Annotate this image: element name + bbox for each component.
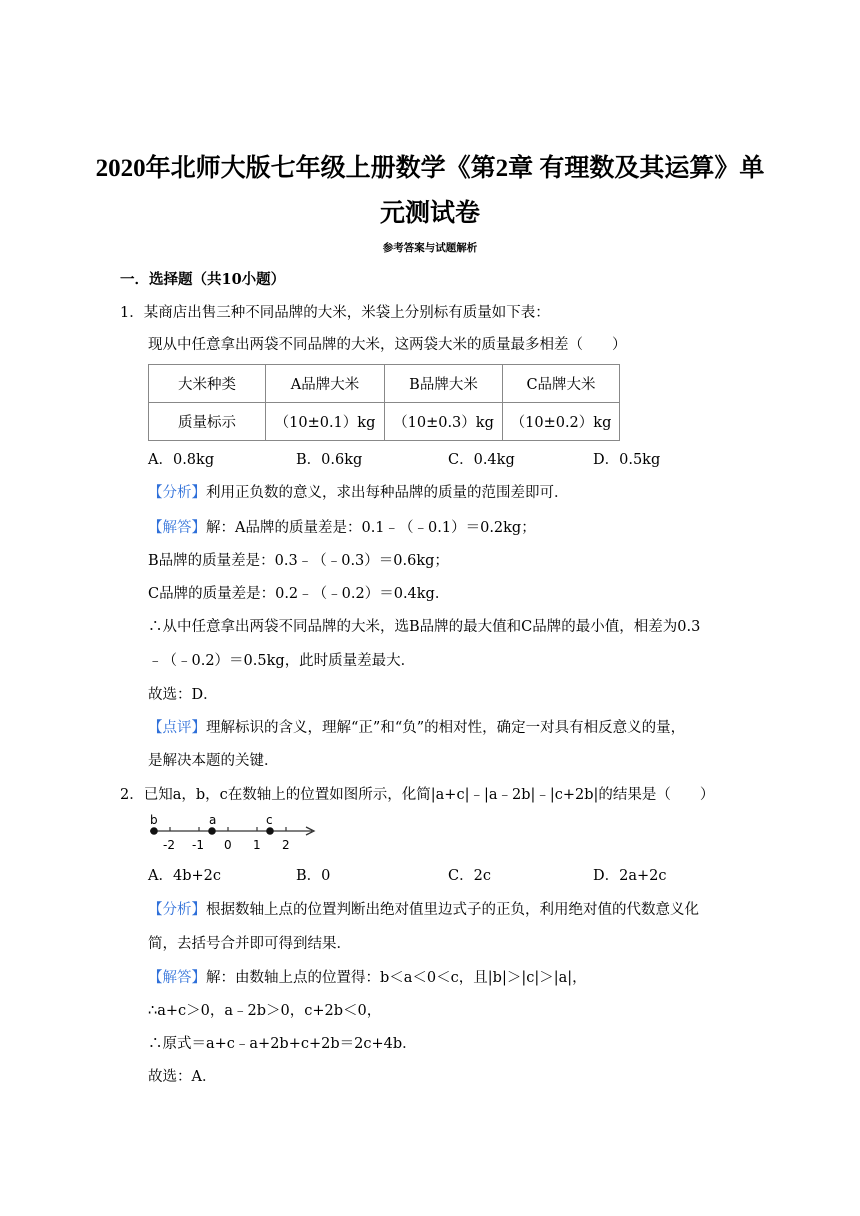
table-header-row [149,365,620,403]
q2-option-c: C．2c [448,868,491,884]
section-heading: 一．选择题（共10小题） [120,271,286,288]
solution-text: 解：由数轴上点的位置得：b＜a＜0＜c，且|b|＞|c|＞|a|， [206,970,587,986]
mass-table [148,364,620,441]
q1-option-d: D．0.5kg [593,452,661,468]
q1-solution-line: 故选：D． [148,687,218,703]
table-cell: 质量标示 [149,403,266,441]
table-cell: （10±0.2）kg [503,403,620,441]
q1-comment-line: 是解决本题的关键． [148,753,279,769]
comment-text: 理解标识的含义，理解“正”和“负”的相对性，确定一对具有相反意义的量， [206,720,686,736]
analysis-text: 根据数轴上点的位置判断出绝对值里边式子的正负，利用绝对值的代数意义化 [206,902,699,918]
analysis-tag: 【分析】 [148,485,206,501]
table-cell: C品牌大米 [503,365,620,403]
q2-option-d: D．2a+2c [593,868,667,884]
doc-title-line2: 元测试卷 [379,200,480,227]
q1-option-b: B．0.6kg [296,452,363,468]
q2-solution-line: 故选：A． [148,1069,217,1085]
q1-solution-line: ∴从中任意拿出两袋不同品牌的大米，选B品牌的最大值和C品牌的最小值，相差为0.3 [148,619,701,635]
q1-solution-line: B品牌的质量差是：0.3﹣（﹣0.3）＝0.6kg； [148,553,449,569]
tick-label: 1 [253,838,261,852]
tick-label: -1 [192,838,204,852]
q1-option-c: C．0.4kg [448,452,515,468]
table-cell: （10±0.3）kg [385,403,503,441]
table-row [149,403,620,441]
point-label-c: c [266,813,273,827]
q2-solution-line [148,968,587,988]
solution-tag: 【解答】 [148,520,206,536]
tick-label: 2 [282,838,290,852]
q1-analysis [148,483,569,503]
q2-stem: 2．已知a，b，c在数轴上的位置如图所示，化简|a+c|﹣|a﹣2b|﹣|c+2b|的结果是（ ） [120,787,715,803]
q2-analysis-line: 简，去括号合并即可得到结果． [148,936,351,952]
table-cell: A品牌大米 [266,365,385,403]
point-b [150,827,158,835]
analysis-tag: 【分析】 [148,902,206,918]
tick-label: 0 [224,838,232,852]
tick-label: -2 [163,838,175,852]
q1-option-a: A．0.8kg [148,452,215,468]
table-cell: （10±0.1）kg [266,403,385,441]
doc-title-line1: 2020年北师大版七年级上册数学《第2章 有理数及其运算》单 [95,155,765,182]
table-cell: B品牌大米 [385,365,503,403]
q2-solution-line: ∴a+c＞0，a﹣2b＞0，c+2b＜0， [148,1003,382,1019]
q2-option-a: A．4b+2c [148,868,221,884]
q1-solution-line: ﹣（﹣0.2）＝0.5kg，此时质量差最大． [148,653,416,669]
q2-option-b: B．0 [296,868,331,884]
point-a [208,827,216,835]
q1-solution-line: C品牌的质量差是：0.2﹣（﹣0.2）＝0.4kg． [148,586,450,602]
q1-stem: 1．某商店出售三种不同品牌的大米，米袋上分别标有质量如下表： [120,305,550,321]
q1-comment [148,718,685,738]
doc-subtitle: 参考答案与试题解析 [382,242,478,254]
point-label-a: a [209,813,217,827]
analysis-text: 利用正负数的意义，求出每种品牌的质量的范围差即可． [206,485,569,501]
comment-tag: 【点评】 [148,720,206,736]
table-cell: 大米种类 [149,365,266,403]
number-line-figure [144,812,324,852]
q1-question: 现从中任意拿出两袋不同品牌的大米，这两袋大米的质量最多相差（ ） [148,337,627,353]
q2-solution-line: ∴原式＝a+c﹣a+2b+c+2b＝2c+4b． [148,1036,417,1052]
q2-analysis [148,900,699,920]
q1-solution-line [148,518,536,538]
point-label-b: b [150,813,158,827]
point-c [266,827,274,835]
solution-tag: 【解答】 [148,970,206,986]
solution-text: 解：A品牌的质量差是：0.1﹣（﹣0.1）＝0.2kg； [206,520,536,536]
